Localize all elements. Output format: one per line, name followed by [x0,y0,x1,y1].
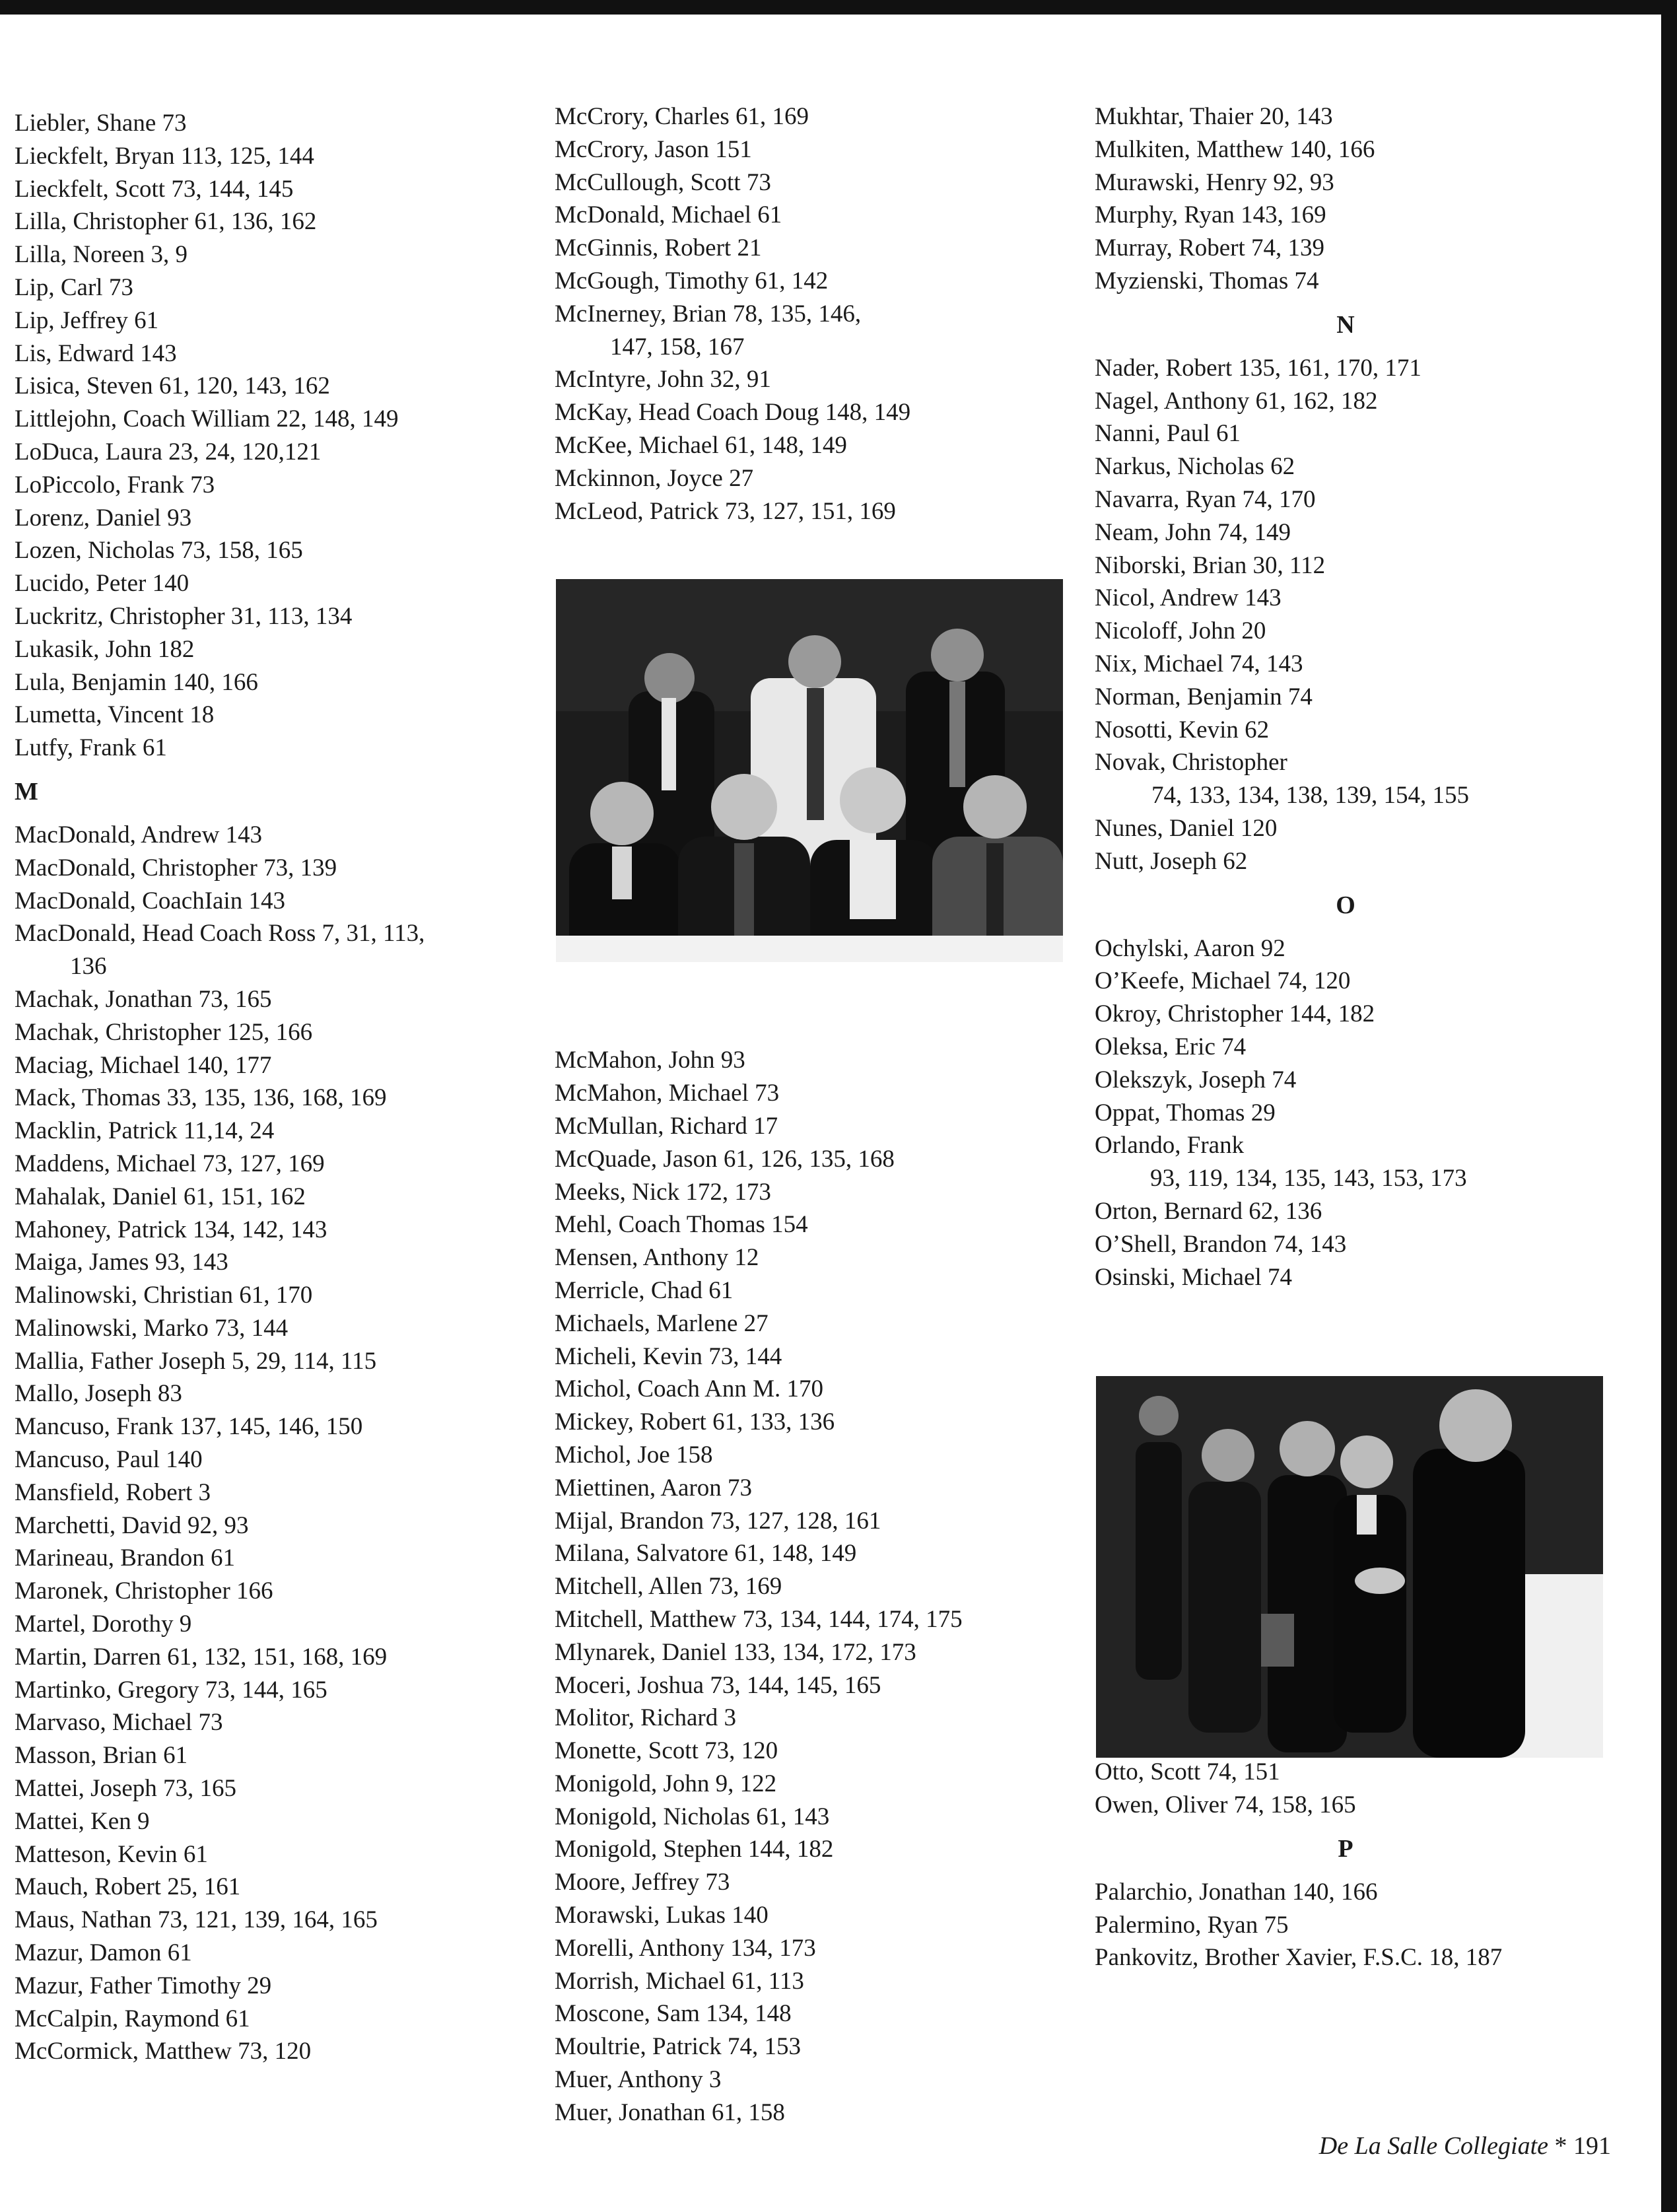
index-entry: Myzienski, Thomas 74 [1095,267,1319,294]
index-entry: MacDonald, CoachIain 143 [15,887,285,915]
index-entry: McCrory, Charles 61, 169 [555,103,809,130]
index-entry: Maronek, Christopher 166 [15,1577,273,1605]
index-entry: Michol, Coach Ann M. 170 [555,1375,823,1403]
index-entry: Pankovitz, Brother Xavier, F.S.C. 18, 187 [1095,1944,1503,1972]
index-entry: Morelli, Anthony 134, 173 [555,1934,816,1962]
page-footer [1319,2131,1611,2160]
index-entry: Oppat, Thomas 29 [1095,1099,1276,1126]
footer-school-name: De La Salle Collegiate [1318,2132,1548,2160]
index-entry: Mattei, Ken 9 [15,1807,150,1835]
index-entry: McGough, Timothy 61, 142 [555,267,829,294]
index-entry [15,917,530,983]
index-entry: Monigold, Nicholas 61, 143 [555,1803,830,1830]
index-entry: Navarra, Ryan 74, 170 [1095,485,1316,513]
index-entry: Olekszyk, Joseph 74 [1095,1066,1297,1093]
index-entry: Mazur, Father Timothy 29 [15,1972,272,1999]
entry-continuation: 136 [70,953,107,981]
index-entry: Orton, Bernard 62, 136 [1095,1197,1322,1225]
index-entry: Liebler, Shane 73 [15,110,187,137]
index-entry: Molitor, Richard 3 [555,1704,736,1732]
entry-group-o [1095,932,1636,1294]
index-entry: Mijal, Brandon 73, 127, 128, 161 [555,1507,881,1535]
index-entry: Machak, Jonathan 73, 165 [15,985,272,1013]
index-entry: Lula, Benjamin 140, 166 [15,668,258,696]
index-entry: MacDonald, Christopher 73, 139 [15,854,337,881]
index-column-2 [555,100,1070,2129]
index-entry [1095,746,1636,812]
index-entry: Lip, Carl 73 [15,273,133,301]
index-entry: Mauch, Robert 25, 161 [15,1873,241,1901]
entry-group-l [15,107,530,765]
index-entry: Nagel, Anthony 61, 162, 182 [1095,387,1378,415]
index-entry: LoPiccolo, Frank 73 [15,471,215,499]
index-entry: Micheli, Kevin 73, 144 [555,1342,782,1370]
index-entry: Lip, Jeffrey 61 [15,306,159,334]
index-entry: Mancuso, Frank 137, 145, 146, 150 [15,1413,363,1441]
index-entry: McMullan, Richard 17 [555,1112,778,1140]
index-entry: Meeks, Nick 172, 173 [555,1178,771,1206]
index-entry: McQuade, Jason 61, 126, 135, 168 [555,1145,895,1173]
index-entry: Mahalak, Daniel 61, 151, 162 [15,1183,306,1210]
index-entry: LoDuca, Laura 23, 24, 120,121 [15,438,322,466]
index-entry: Otto, Scott 74, 151 [1095,1758,1280,1786]
entry-group-mu [1095,100,1636,298]
index-entry: Malinowski, Christian 61, 170 [15,1282,313,1309]
index-entry: Lilla, Christopher 61, 136, 162 [15,208,317,236]
index-entry: Masson, Brian 61 [15,1742,188,1770]
index-entry: Luckritz, Christopher 31, 113, 134 [15,602,353,630]
index-entry [1095,1129,1636,1195]
index-entry: Matteson, Kevin 61 [15,1840,208,1868]
index-entry: Mitchell, Allen 73, 169 [555,1573,782,1601]
index-entry: Milana, Salvatore 61, 148, 149 [555,1540,857,1568]
index-entry: MacDonald, Andrew 143 [15,821,263,848]
index-entry: Lukasik, John 182 [15,635,195,663]
entry-group-p [1095,1876,1636,1974]
index-entry: Norman, Benjamin 74 [1095,683,1313,710]
index-entry: Mitchell, Matthew 73, 134, 144, 174, 175 [555,1605,963,1633]
entry-continuation: 74, 133, 134, 138, 139, 154, 155 [1151,782,1469,810]
index-entry: Neam, John 74, 149 [1095,518,1291,546]
index-column-1 [15,107,530,2068]
index-entry: Machak, Christopher 125, 166 [15,1018,313,1046]
formal-event-photo-image [1096,1376,1603,1758]
index-entry: Merricle, Chad 61 [555,1276,734,1304]
index-entry: Nunes, Daniel 120 [1095,814,1278,842]
index-entry: McKee, Michael 61, 148, 149 [555,431,847,459]
index-entry: Monigold, John 9, 122 [555,1770,777,1797]
index-entry: O’Keefe, Michael 74, 120 [1095,967,1351,995]
index-entry: McLeod, Patrick 73, 127, 151, 169 [555,497,896,525]
index-entry: Nanni, Paul 61 [1095,420,1241,448]
index-entry: Lorenz, Daniel 93 [15,504,192,532]
index-entry: Mancuso, Paul 140 [15,1446,203,1474]
index-entry: Muer, Anthony 3 [555,2066,722,2094]
index-entry: McCullough, Scott 73 [555,168,771,196]
section-letter-p: P [1338,1834,1353,1863]
index-entry: Moultrie, Patrick 74, 153 [555,2033,802,2061]
index-entry: Monigold, Stephen 144, 182 [555,1836,834,1863]
index-entry: Lilla, Noreen 3, 9 [15,241,188,269]
index-entry: Lis, Edward 143 [15,339,177,367]
index-entry: Morrish, Michael 61, 113 [555,1967,804,1995]
index-entry: Nix, Michael 74, 143 [1095,650,1303,677]
index-entry: Maciag, Michael 140, 177 [15,1051,272,1079]
index-entry: Murawski, Henry 92, 93 [1095,168,1334,196]
index-entry: Lieckfelt, Bryan 113, 125, 144 [15,142,314,170]
index-entry: Mattei, Joseph 73, 165 [15,1775,237,1803]
index-entry: McGinnis, Robert 21 [555,234,762,262]
index-entry: Mazur, Damon 61 [15,1939,192,1967]
index-entry: Lieckfelt, Scott 73, 144, 145 [15,175,294,203]
index-entry: Mckinnon, Joyce 27 [555,464,754,492]
index-entry: Mansfield, Robert 3 [15,1478,211,1506]
index-entry: Lucido, Peter 140 [15,570,189,598]
formal-event-photo [1096,1376,1603,1758]
index-entry: Morawski, Lukas 140 [555,1902,769,1929]
index-entry: Oleksa, Eric 74 [1095,1033,1247,1060]
index-entry: Lumetta, Vincent 18 [15,701,215,729]
index-entry: Moceri, Joshua 73, 144, 145, 165 [555,1671,881,1699]
page-number: 191 [1573,2132,1611,2160]
index-entry: Palermino, Ryan 75 [1095,1911,1289,1939]
entry-group-ot [1095,1756,1636,1822]
index-entry: McDonald, Michael 61 [555,201,782,229]
group-photo [556,579,1063,962]
index-entry: Moore, Jeffrey 73 [555,1869,730,1896]
entry-main: Novak, Christopher [1095,749,1287,777]
entry-main: McInerney, Brian 78, 135, 146, [555,300,862,328]
entry-group-n [1095,352,1636,878]
index-entry: Niborski, Brian 30, 112 [1095,551,1326,579]
index-entry: McMahon, Michael 73 [555,1080,780,1107]
index-entry: Nicoloff, John 20 [1095,617,1266,645]
index-entry: Maus, Nathan 73, 121, 139, 164, 165 [15,1906,378,1934]
index-entry: Michaels, Marlene 27 [555,1309,769,1337]
page [0,15,1661,2212]
index-entry: Macklin, Patrick 11,14, 24 [15,1117,275,1145]
index-entry: Martel, Dorothy 9 [15,1610,192,1638]
index-entry: Nosotti, Kevin 62 [1095,716,1270,743]
index-entry: Murphy, Ryan 143, 169 [1095,201,1326,229]
index-entry: Lozen, Nicholas 73, 158, 165 [15,537,303,565]
footer-separator: * [1548,2132,1573,2160]
index-entry: Palarchio, Jonathan 140, 166 [1095,1878,1378,1906]
group-photo-image [556,579,1063,962]
index-entry: Nader, Robert 135, 161, 170, 171 [1095,354,1421,382]
index-entry: McIntyre, John 32, 91 [555,366,771,394]
index-entry: McCrory, Jason 151 [555,135,752,163]
index-entry: Murray, Robert 74, 139 [1095,234,1325,262]
section-letter-m: M [15,777,38,806]
index-entry: Nutt, Joseph 62 [1095,847,1248,875]
index-entry: Marchetti, David 92, 93 [15,1511,249,1539]
index-entry: Owen, Oliver 74, 158, 165 [1095,1791,1356,1819]
index-entry: Okroy, Christopher 144, 182 [1095,1000,1375,1028]
index-entry: McKay, Head Coach Doug 148, 149 [555,399,911,427]
entry-continuation: 93, 119, 134, 135, 143, 153, 173 [1150,1165,1467,1192]
index-entry: Maddens, Michael 73, 127, 169 [15,1150,325,1177]
index-entry [555,298,1070,364]
index-entry: Narkus, Nicholas 62 [1095,453,1295,481]
index-entry: Monette, Scott 73, 120 [555,1737,778,1765]
entry-main: MacDonald, Head Coach Ross 7, 31, 113, [15,920,425,948]
index-entry: Mehl, Coach Thomas 154 [555,1211,808,1239]
index-entry: Mallo, Joseph 83 [15,1380,182,1408]
index-entry: Ochylski, Aaron 92 [1095,934,1285,962]
index-entry: Michol, Joe 158 [555,1441,713,1469]
index-entry: Lisica, Steven 61, 120, 143, 162 [15,372,330,400]
index-entry: Mack, Thomas 33, 135, 136, 168, 169 [15,1084,387,1112]
entry-group-mc [555,100,1070,528]
index-entry: Marineau, Brandon 61 [15,1544,235,1572]
entry-main: Orlando, Frank [1095,1132,1245,1159]
section-letter-n: N [1336,310,1355,339]
index-entry: O’Shell, Brandon 74, 143 [1095,1230,1347,1258]
section-letter-o: O [1336,891,1355,919]
index-entry: Moscone, Sam 134, 148 [555,2000,792,2028]
index-entry: Miettinen, Aaron 73 [555,1474,753,1502]
index-entry: McCalpin, Raymond 61 [15,2005,250,2032]
index-entry: Littlejohn, Coach William 22, 148, 149 [15,405,399,433]
index-entry: Mensen, Anthony 12 [555,1244,759,1272]
index-entry: Mulkiten, Matthew 140, 166 [1095,135,1375,163]
index-entry: McCormick, Matthew 73, 120 [15,2038,312,2065]
index-entry: Mallia, Father Joseph 5, 29, 114, 115 [15,1347,377,1375]
entry-group-mc-2 [555,1044,1070,2129]
index-entry: McMahon, John 93 [555,1047,745,1074]
index-entry: Mahoney, Patrick 134, 142, 143 [15,1216,327,1243]
entry-group-m [15,819,530,2068]
index-entry: Mlynarek, Daniel 133, 134, 172, 173 [555,1638,916,1666]
index-entry: Mukhtar, Thaier 20, 143 [1095,103,1333,130]
index-entry: Martin, Darren 61, 132, 151, 168, 169 [15,1643,388,1671]
index-entry: Mickey, Robert 61, 133, 136 [555,1408,835,1436]
index-entry: Malinowski, Marko 73, 144 [15,1314,289,1342]
index-entry: Lutfy, Frank 61 [15,734,167,762]
index-entry: Martinko, Gregory 73, 144, 165 [15,1676,327,1704]
index-entry: Muer, Jonathan 61, 158 [555,2098,785,2126]
index-entry: Maiga, James 93, 143 [15,1249,228,1276]
index-entry: Osinski, Michael 74 [1095,1263,1293,1291]
entry-continuation: 147, 158, 167 [610,333,745,361]
index-entry: Nicol, Andrew 143 [1095,584,1282,612]
index-entry: Marvaso, Michael 73 [15,1709,223,1737]
